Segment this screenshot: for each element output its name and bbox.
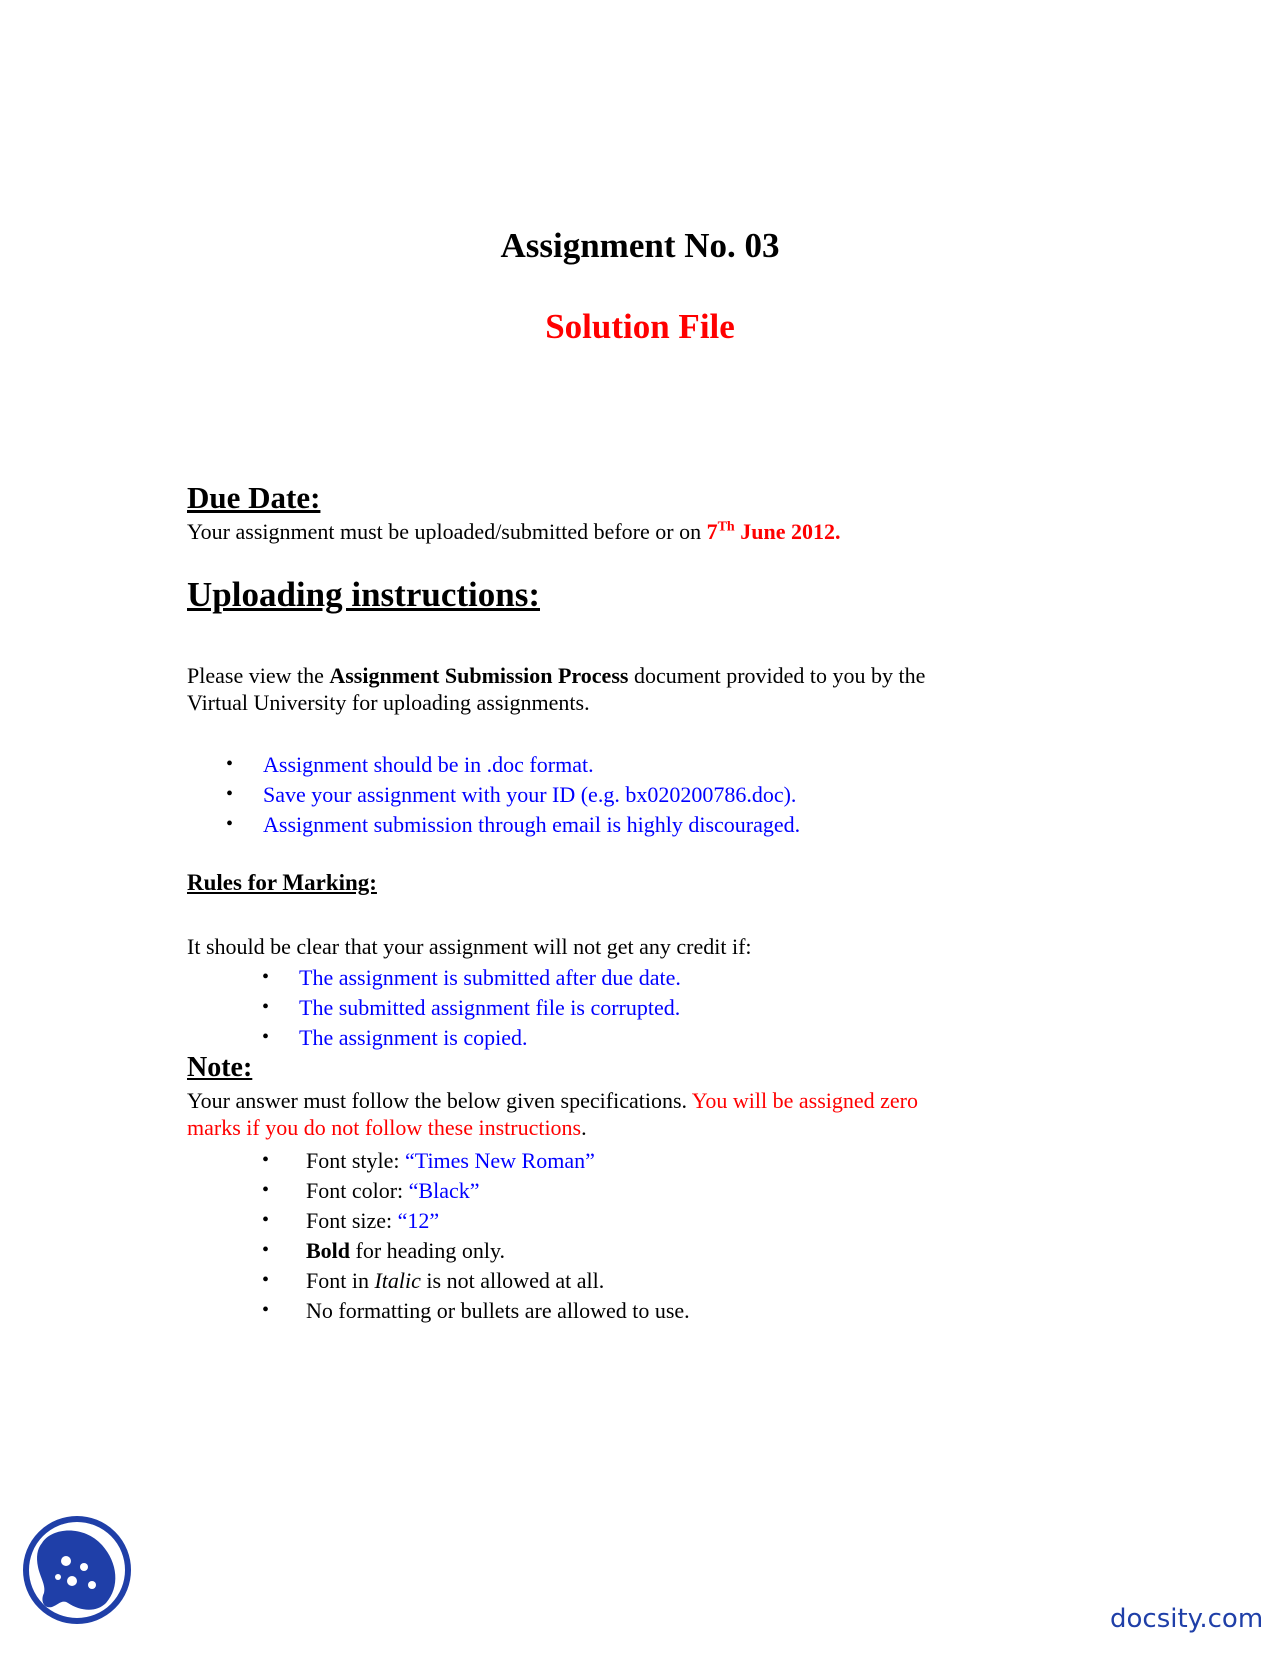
bullet-icon: • xyxy=(262,1149,270,1171)
bullet-icon: • xyxy=(262,1179,270,1201)
list-item xyxy=(226,810,926,839)
bullet-icon: • xyxy=(262,996,270,1018)
uploading-paragraph-line-1 xyxy=(187,662,925,689)
docsity-logo-icon-graphic xyxy=(22,1515,132,1625)
list-item xyxy=(262,1023,962,1052)
list-item xyxy=(262,1296,962,1325)
note-warning-text: You will be assigned zero xyxy=(691,1088,918,1113)
document-subtitle: Solution File xyxy=(545,307,735,346)
spec-value: “12” xyxy=(397,1208,440,1233)
list-item xyxy=(262,1146,962,1175)
due-day-suffix: Th xyxy=(717,519,735,535)
rules-intro: It should be clear that your assignment will not get any credit if: xyxy=(187,934,752,959)
bullet-icon: • xyxy=(226,783,234,805)
due-date-text: Your assignment must be uploaded/submitted before or on xyxy=(187,519,707,544)
list-item xyxy=(262,993,962,1022)
list-item-text xyxy=(306,1266,604,1295)
note-line-2 xyxy=(187,1114,918,1141)
due-date-value xyxy=(707,519,841,544)
spec-label: Font color: xyxy=(306,1178,409,1203)
list-item-text xyxy=(306,1206,439,1235)
spec-label: Font style: xyxy=(306,1148,406,1173)
docsity-logo-icon[interactable] xyxy=(22,1515,132,1625)
document-title: Assignment No. 03 xyxy=(500,226,780,265)
note-text: . xyxy=(581,1115,587,1140)
spec-value: “Times New Roman” xyxy=(405,1148,595,1173)
list-item xyxy=(226,750,926,779)
spec-text: Font in xyxy=(306,1268,375,1293)
note-text: Your answer must follow the below given specifications. xyxy=(187,1088,692,1113)
list-item-text: Save your assignment with your ID (e.g. bx020200786.doc). xyxy=(263,782,797,807)
uploading-paragraph xyxy=(187,662,925,716)
list-item-text: The assignment is copied. xyxy=(299,1025,528,1050)
list-item xyxy=(226,780,926,809)
bullet-icon: • xyxy=(262,1026,270,1048)
list-item-text: Assignment submission through email is highly discouraged. xyxy=(263,812,801,837)
bullet-icon: • xyxy=(262,1269,270,1291)
bullet-icon: • xyxy=(262,966,270,988)
list-item xyxy=(262,1236,962,1265)
list-item xyxy=(262,963,962,992)
list-item-text: The submitted assignment file is corrupted. xyxy=(299,995,681,1020)
note-heading: Note: xyxy=(187,1052,253,1083)
list-item-text xyxy=(306,1236,505,1265)
list-item-text: Assignment should be in .doc format. xyxy=(263,752,594,777)
docsity-brand-text[interactable]: docsity.com xyxy=(1110,1604,1264,1634)
para-text: Please view the xyxy=(187,663,330,688)
due-date-heading: Due Date: xyxy=(187,480,321,515)
bullet-icon: • xyxy=(262,1299,270,1321)
list-item-text xyxy=(306,1146,595,1175)
list-item xyxy=(262,1266,962,1295)
list-item-text xyxy=(306,1176,480,1205)
note-paragraph xyxy=(187,1087,918,1141)
rules-heading: Rules for Marking: xyxy=(187,870,377,895)
bullet-icon: • xyxy=(262,1239,270,1261)
spec-text: for heading only. xyxy=(350,1238,506,1263)
spec-bold-word: Bold xyxy=(306,1238,351,1263)
para-bold-doc-name: Assignment Submission Process xyxy=(329,663,629,688)
para-text: document provided to you by the xyxy=(628,663,926,688)
note-line-1 xyxy=(187,1087,918,1114)
spec-label: Font size: xyxy=(306,1208,398,1233)
spec-text: is not allowed at all. xyxy=(420,1268,605,1293)
spec-italic-word: Italic xyxy=(374,1268,421,1293)
spec-value: “Black” xyxy=(408,1178,480,1203)
due-date-line xyxy=(187,518,840,545)
bullet-icon: • xyxy=(262,1209,270,1231)
due-day: 7 xyxy=(706,519,718,544)
list-item xyxy=(262,1206,962,1235)
uploading-paragraph-line-2: Virtual University for uploading assignments. xyxy=(187,690,590,715)
list-item xyxy=(262,1176,962,1205)
list-item-text: No formatting or bullets are allowed to use. xyxy=(306,1298,690,1323)
uploading-heading: Uploading instructions: xyxy=(187,575,540,614)
due-date-rest: June 2012. xyxy=(734,519,841,544)
bullet-icon: • xyxy=(226,753,234,775)
list-item-text: The assignment is submitted after due date. xyxy=(299,965,681,990)
bullet-icon: • xyxy=(226,813,234,835)
note-warning-text: marks if you do not follow these instructions xyxy=(187,1115,582,1140)
